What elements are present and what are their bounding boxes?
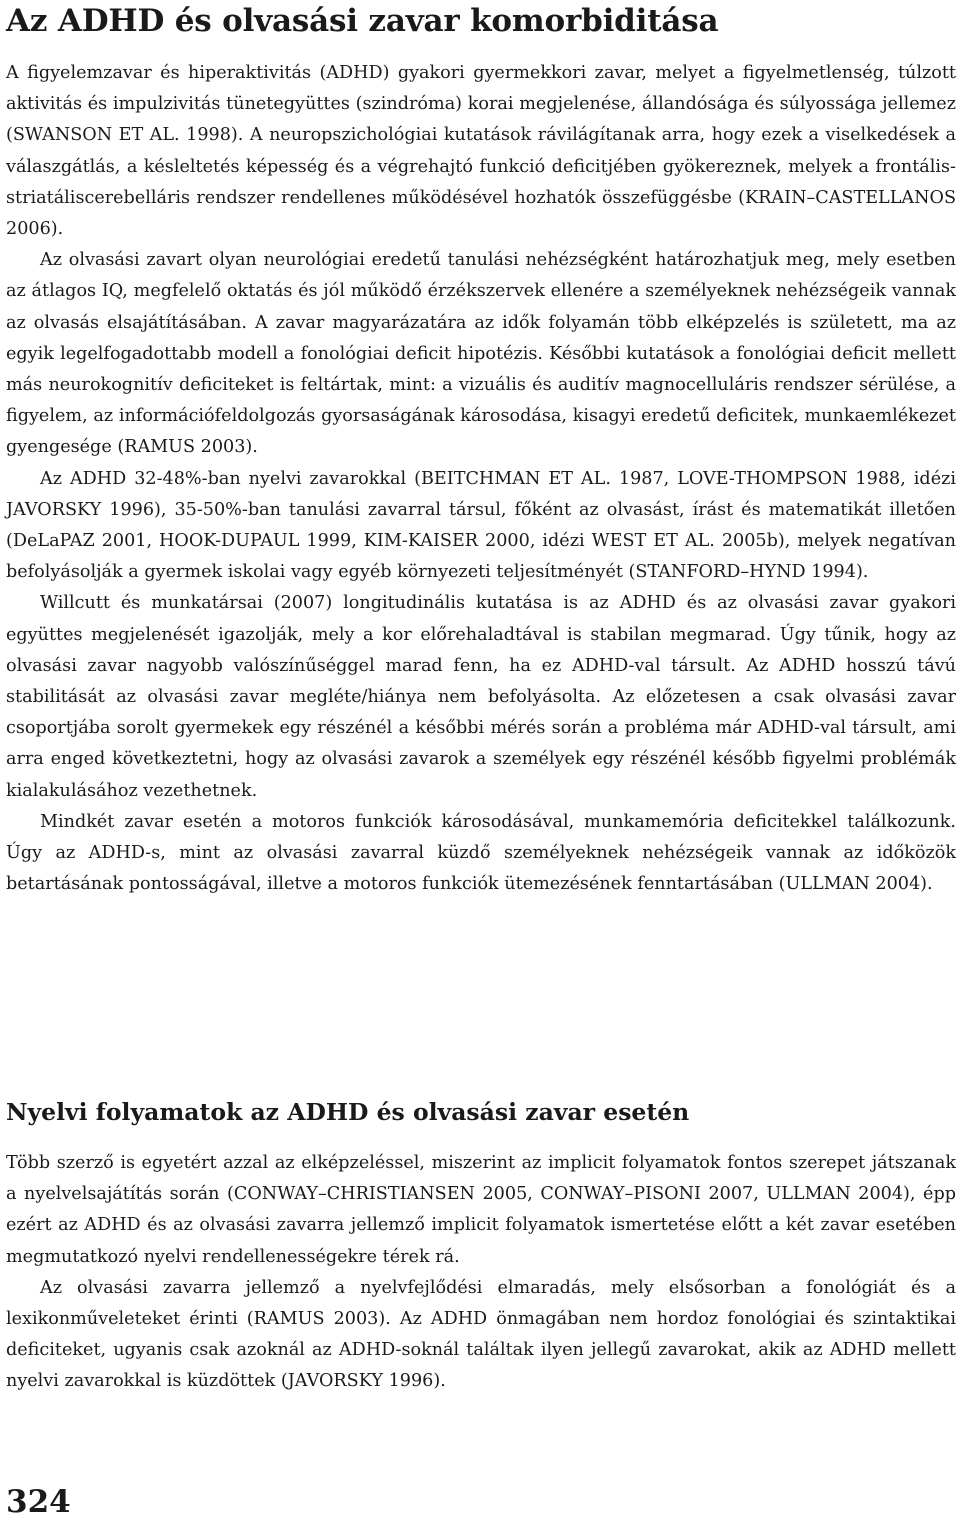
page-number: 324	[6, 1484, 71, 1520]
section-title-language-processes: Nyelvi folyamatok az ADHD és olvasási zavar esetén	[6, 1098, 690, 1126]
section-body-comorbidity	[6, 58, 956, 900]
paragraph: Több szerző is egyetért azzal az elképzeléssel, miszerint az implicit folyamatok fontos szerepet játszanak a nyelvelsajátítás során (CONWAY–CHRISTIANSEN 2005, CONWAY–PISONI 2007, ULLMAN 2004), épp ezért az ADHD és az olvasási zavarra jellemző implicit folyamatok ismertetése előtt a két zavar esetében megmutatkozó nyelvi rendellenességekre térek rá.	[6, 1153, 956, 1267]
paragraph: Az olvasási zavart olyan neurológiai eredetű tanulási nehézségként határozhatjuk meg, mely esetben az átlagos IQ, megfelelő oktatás és jól működő érzékszervek ellenére a személyeknek nehézségeik vannak az olvasás elsajátításában. A zavar magyarázatára az idők folyamán több elképzelés is született, ma az egyik legelfogadottabb modell a fonológiai deficit hipotézis. Későbbi kutatások a fonológiai deficit mellett más neurokognitív deficiteket is feltártak, mint: a vizuális és auditív magnocelluláris rendszer sérülése, a figyelem, az információfeldolgozás gyorsaságának károsodása, kisagyi eredetű deficitek, munkaemlékezet gyengesége (RAMUS 2003).	[6, 250, 956, 458]
paragraph: Az ADHD 32-48%-ban nyelvi zavarokkal (BEITCHMAN ET AL. 1987, LOVE-THOMPSON 1988, idézi JAVORSKY 1996), 35-50%-ban tanulási zavarral társul, főként az olvasást, írást és matematikát illetően (DeLaPAZ 2001, HOOK-DUPAUL 1999, KIM-KAISER 2000, idézi WEST ET AL. 2005b), melyek negatívan befolyásolják a gyermek iskolai vagy egyéb környezeti teljesítményét (STANFORD–HYND 1994).	[6, 468, 956, 583]
paragraph: Willcutt és munkatársai (2007) longitudinális kutatása is az ADHD és az olvasási zavar gyakori együttes megjelenését igazolják, mely a kor előrehaladtával is stabilan megmarad. Úgy tűnik, hogy az olvasási zavar nagyobb valószínűséggel marad fenn, ha ez ADHD-val társult. Az ADHD hosszú távú stabilitását az olvasási zavar megléte/hiánya nem befolyásolta. Az előzetesen a csak olvasási zavar csoportjába sorolt gyermekek egy részénél a későbbi mérés során a probléma már ADHD-val társult, ami arra enged következtetni, hogy az olvasási zavarok a személyek egy részénél később figyelmi problémák kialakulásához vezethetnek.	[6, 593, 956, 801]
paragraph: Az olvasási zavarra jellemző a nyelvfejlődési elmaradás, mely elsősorban a fonológiát és a lexikonműveleteket érinti (RAMUS 2003). Az ADHD önmagában nem hordoz fonológiai és szintaktikai deficiteket, ugyanis csak azoknál az ADHD-soknál találtak ilyen jellegű zavarokat, akik az ADHD mellett nyelvi zavarokkal is küzdöttek (JAVORSKY 1996).	[6, 1277, 956, 1392]
paragraph: Mindkét zavar esetén a motoros funkciók károsodásával, munkamemória deficitekkel találkozunk. Úgy az ADHD-s, mint az olvasási zavarral küzdő személyeknek nehézségeik vannak az időközök betartásának pontosságával, illetve a motoros funkciók ütemezésének fenntartásában (ULLMAN 2004).	[6, 811, 956, 895]
section-title-comorbidity: Az ADHD és olvasási zavar komorbiditása	[6, 3, 719, 39]
section-body-language-processes	[6, 1148, 956, 1398]
paragraph: A figyelemzavar és hiperaktivitás (ADHD) gyakori gyermekkori zavar, melyet a figyelmetlenség, túlzott aktivitás és impulzivitás tünetegyüttes (szindróma) korai megjelenése, állandósága és súlyossága jellemez (SWANSON ET AL. 1998). A neuropszichológiai kutatások rávilágítanak arra, hogy ezek a viselkedések a válaszgátlás, a késleltetés képesség és a végrehajtó funkció deficitjében gyökereznek, melyek a frontális-striatáliscerebelláris rendszer rendellenes működésével hozhatók összefüggésbe (KRAIN–CASTELLANOS 2006).	[6, 63, 956, 240]
